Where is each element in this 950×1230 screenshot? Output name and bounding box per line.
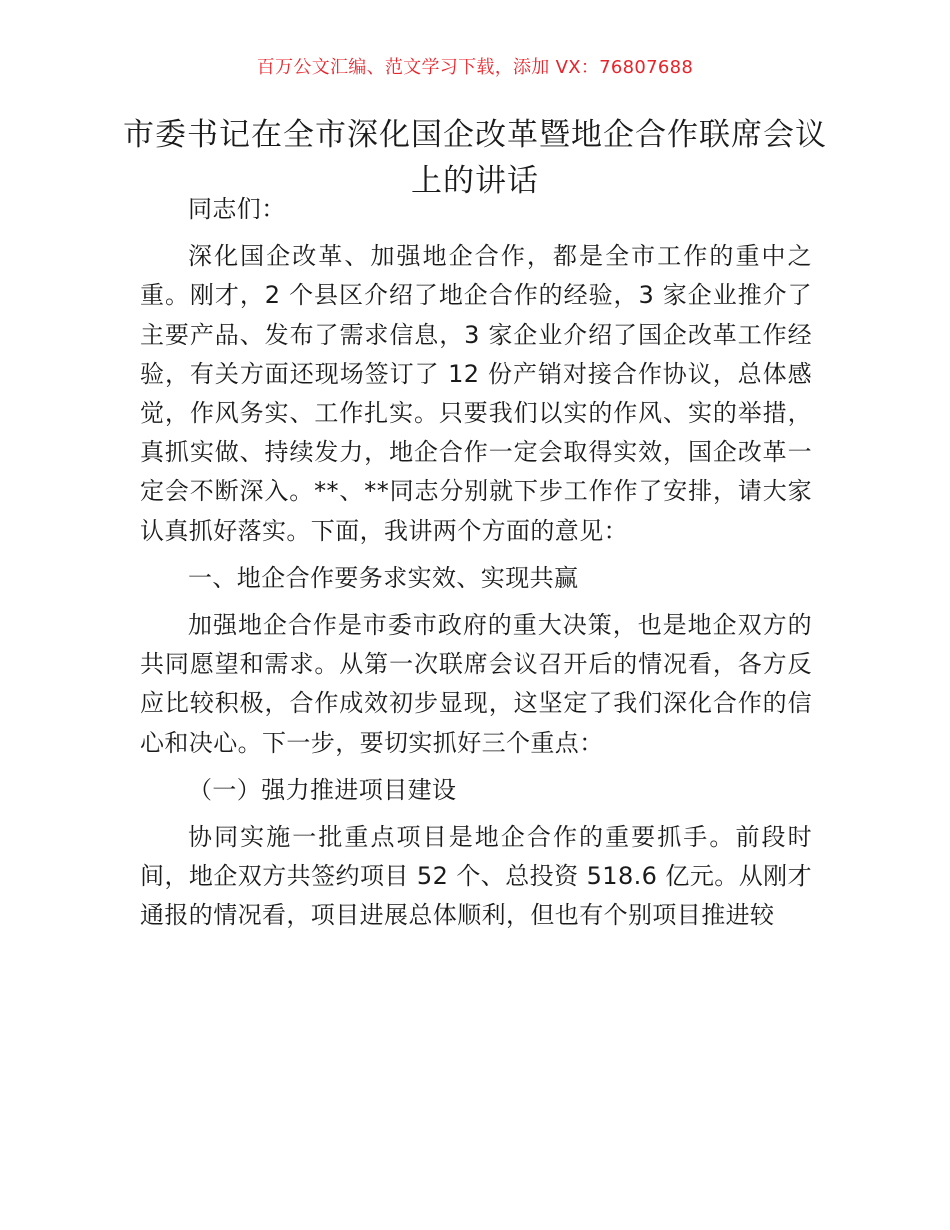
paragraph-subsection-1: 协同实施一批重点项目是地企合作的重要抓手。前段时间，地企双方共签约项目 52 个、总投资 518.6 亿元。从刚才通报的情况看，项目进展总体顺利，但也有个别项目推进较 [140, 823, 812, 930]
greeting: 同志们： [188, 195, 286, 223]
document-title: 市委书记在全市深化国企改革暨地企合作联席会议上的讲话 [123, 117, 827, 199]
header-banner: 百万公文汇编、范文学习下载，添加 VX：76807688 [256, 57, 694, 78]
section-heading-1: 一、地企合作要务求实效、实现共赢 [188, 563, 579, 592]
subsection-heading-1: （一）强力推进项目建设 [188, 775, 457, 804]
document-body [140, 190, 812, 936]
paragraph-intro: 深化国企改革、加强地企合作，都是全市工作的重中之重。刚才，2 个县区介绍了地企合作的经验，3 家企业推介了主要产品、发布了需求信息，3 家企业介绍了国企改革工作经验，有关方面还现场签订了 12 份产销对接合作协议，总体感觉，作风务实、工作扎实。只要我们以实的作风、实的举措，真抓实做、持续发力，地企合作一定会取得实效，国企改革一定会不断深入。**、**同志分别就下步工作作了安排，请大家认真抓好落实。下面，我讲两个方面的意见： [140, 242, 812, 545]
paragraph-section-1: 加强地企合作是市委市政府的重大决策，也是地企双方的共同愿望和需求。从第一次联席会议召开后的情况看，各方反应比较积极，合作成效初步显现，这坚定了我们深化合作的信心和决心。下一步，要切实抓好三个重点： [140, 611, 812, 757]
